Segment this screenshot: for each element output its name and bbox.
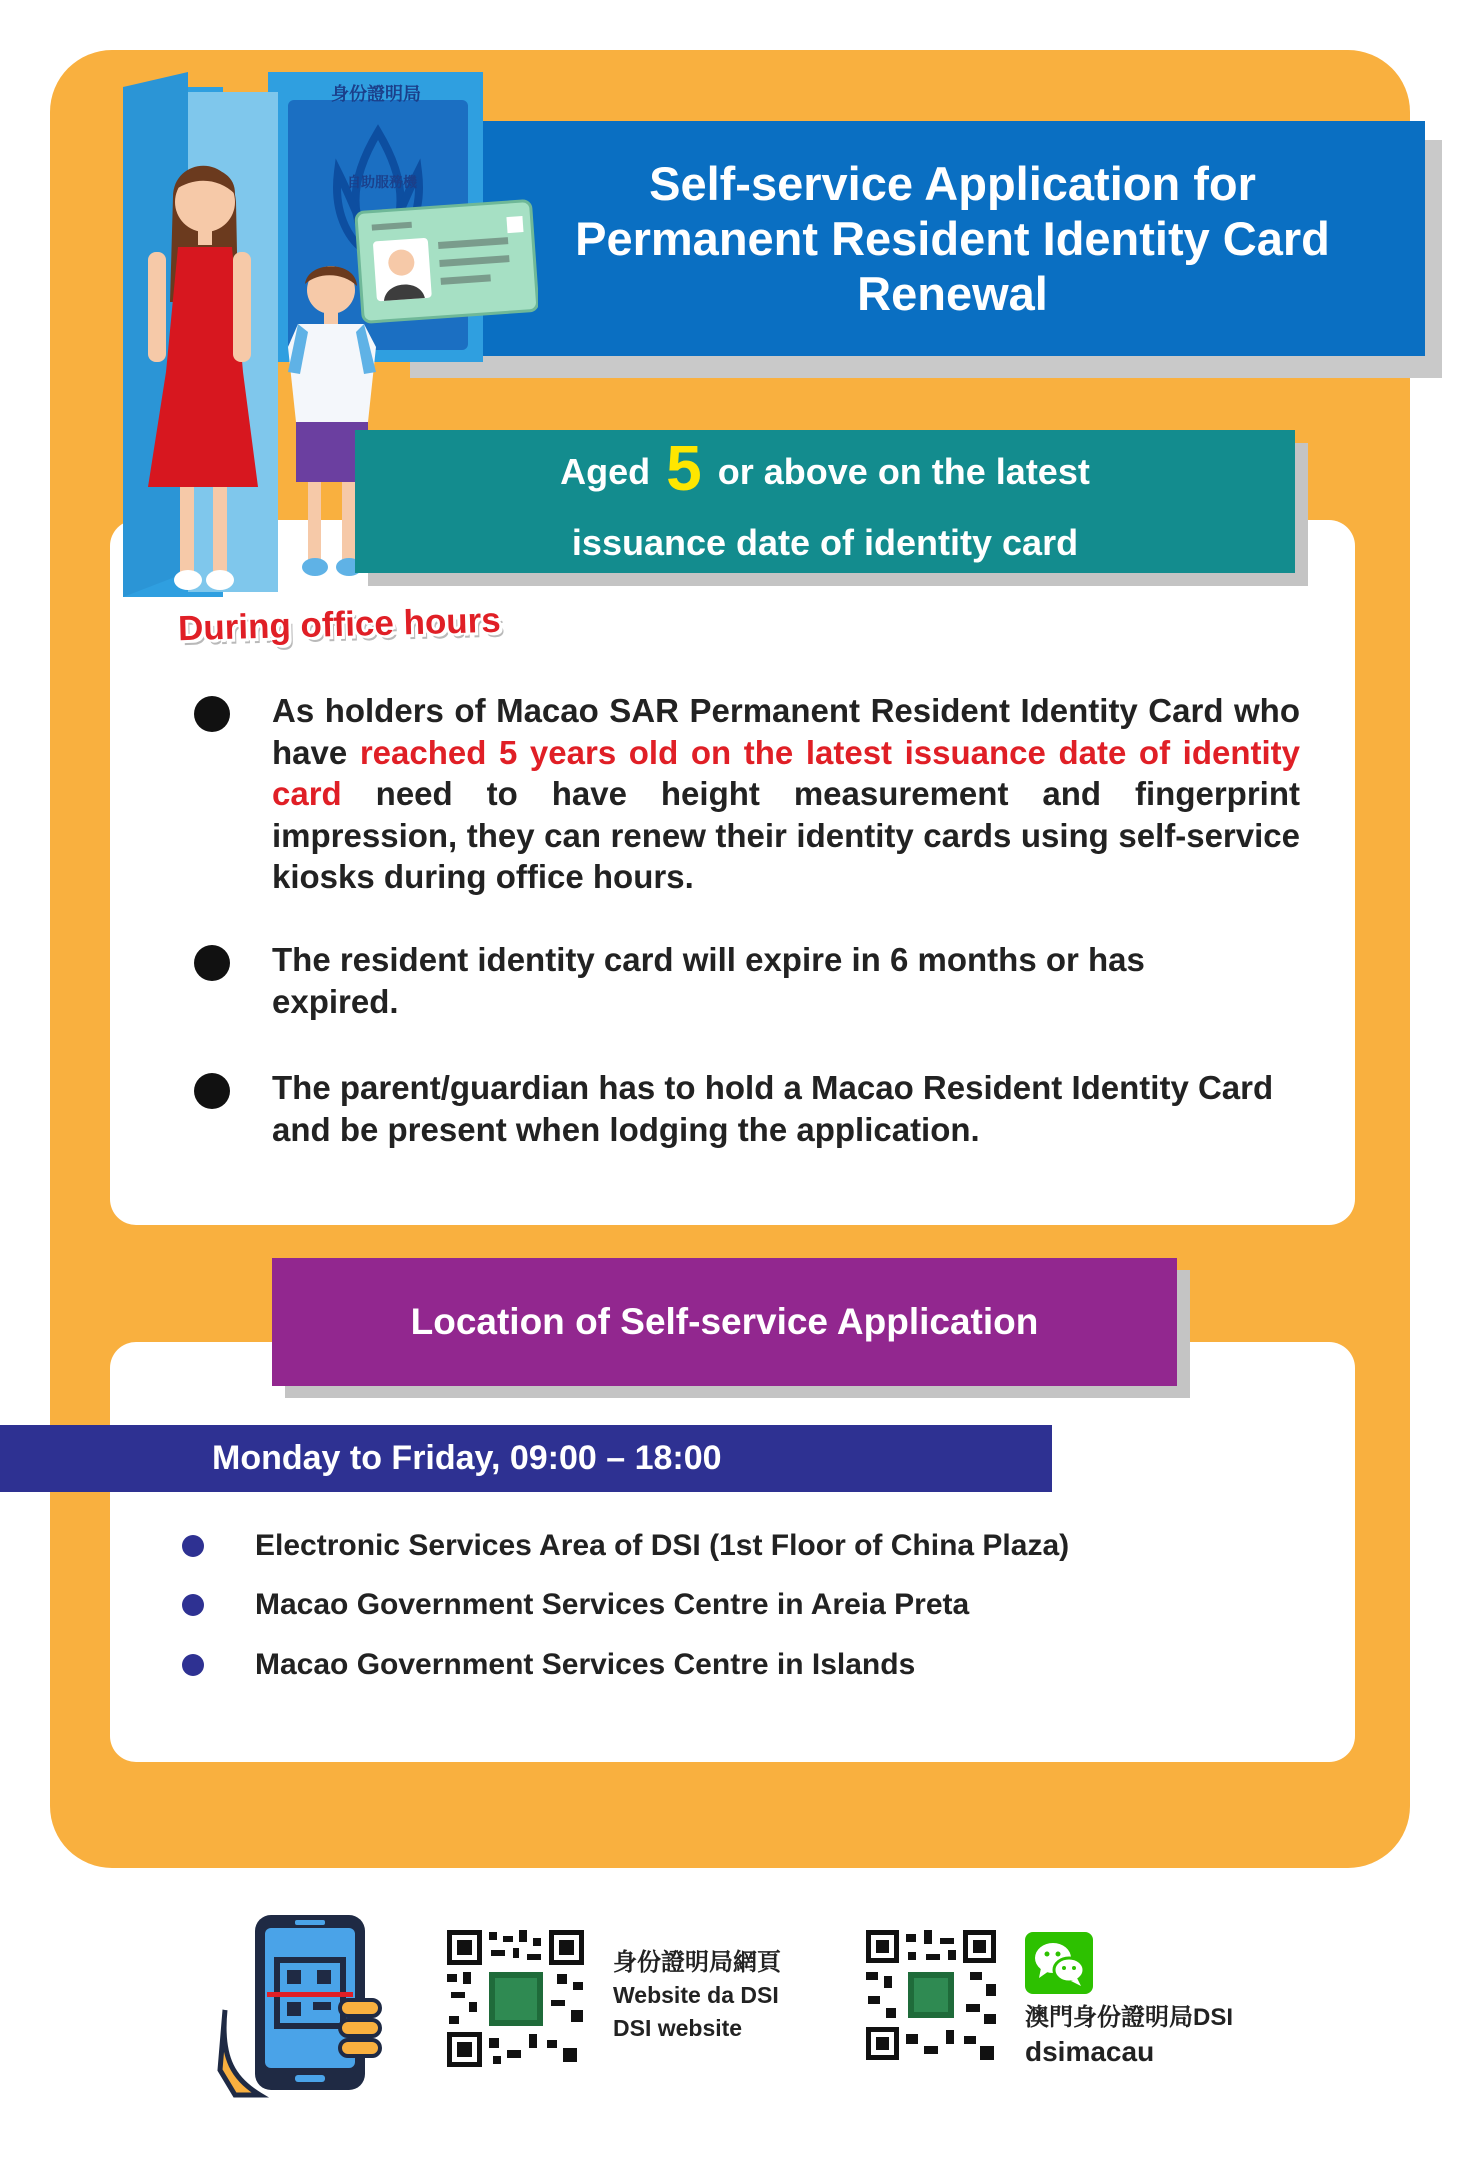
location-heading: Location of Self-service Application xyxy=(272,1258,1177,1386)
requirement-1-after: need to have height measurement and fingerprint impression, they can renew their identity cards using self-service kiosks during office hours. xyxy=(272,775,1300,895)
age-banner xyxy=(355,430,1295,573)
page-title: Self-service Application for Permanent Resident Identity Card Renewal xyxy=(575,157,1330,320)
location-bullet xyxy=(182,1654,204,1676)
title-banner xyxy=(390,121,1425,356)
website-caption xyxy=(613,1946,781,2045)
requirement-item xyxy=(190,690,1300,898)
requirement-item xyxy=(190,939,1300,1022)
location-text: Macao Government Services Centre in Islands xyxy=(255,1648,916,1681)
wechat-icon xyxy=(1025,1932,1093,1999)
wechat-qr-code[interactable] xyxy=(866,1930,996,2065)
website-label-en: DSI website xyxy=(613,2015,743,2041)
age-suffix: or above on the latest xyxy=(717,451,1090,492)
requirement-item xyxy=(190,1067,1300,1150)
location-bullet xyxy=(182,1594,204,1616)
age-number: 5 xyxy=(666,432,702,504)
requirement-text-1 xyxy=(272,690,1300,898)
wechat-caption xyxy=(1025,2002,1233,2070)
bullet-dot xyxy=(194,1073,230,1109)
requirement-1-highlight: reached 5 years old on the latest issuance date of identity card xyxy=(272,733,1300,812)
bullet-dot xyxy=(194,945,230,981)
age-prefix: Aged xyxy=(560,451,651,492)
location-item xyxy=(180,1583,969,1627)
age-line2: issuance date of identity card xyxy=(571,522,1079,563)
location-bullet xyxy=(182,1535,204,1557)
wechat-account: dsimacau xyxy=(1025,2036,1155,2067)
wechat-label-zh: 澳門身份證明局DSI xyxy=(1025,2004,1234,2031)
location-text: Electronic Services Area of DSI (1st Floor of China Plaza) xyxy=(255,1529,1070,1562)
website-label-zh: 身份證明局網頁 xyxy=(613,1949,781,1976)
location-item xyxy=(180,1643,915,1687)
phone-scan-icon xyxy=(215,1910,385,2105)
requirement-1-before: As holders of Macao SAR Permanent Resident Identity Card who have xyxy=(272,692,1300,771)
website-label-pt: Website da DSI xyxy=(613,1982,779,2008)
opening-hours: Monday to Friday, 09:00 – 18:00 xyxy=(0,1425,1052,1492)
kiosk-agency-label: 身份證明局 xyxy=(331,84,421,105)
requirement-text-3: The parent/guardian has to hold a Macao Resident Identity Card and be present when lodging the application. xyxy=(272,1069,1274,1148)
location-item xyxy=(180,1524,1069,1568)
office-hours-label: During office hours xyxy=(177,600,502,649)
location-text: Macao Government Services Centre in Areia Preta xyxy=(255,1588,970,1621)
website-qr-code[interactable] xyxy=(447,1930,584,2072)
kiosk-service-label: 自助服務機 xyxy=(347,175,417,191)
bullet-dot xyxy=(194,696,230,732)
requirement-text-2: The resident identity card will expire in 6 months or has expired. xyxy=(272,941,1145,1020)
